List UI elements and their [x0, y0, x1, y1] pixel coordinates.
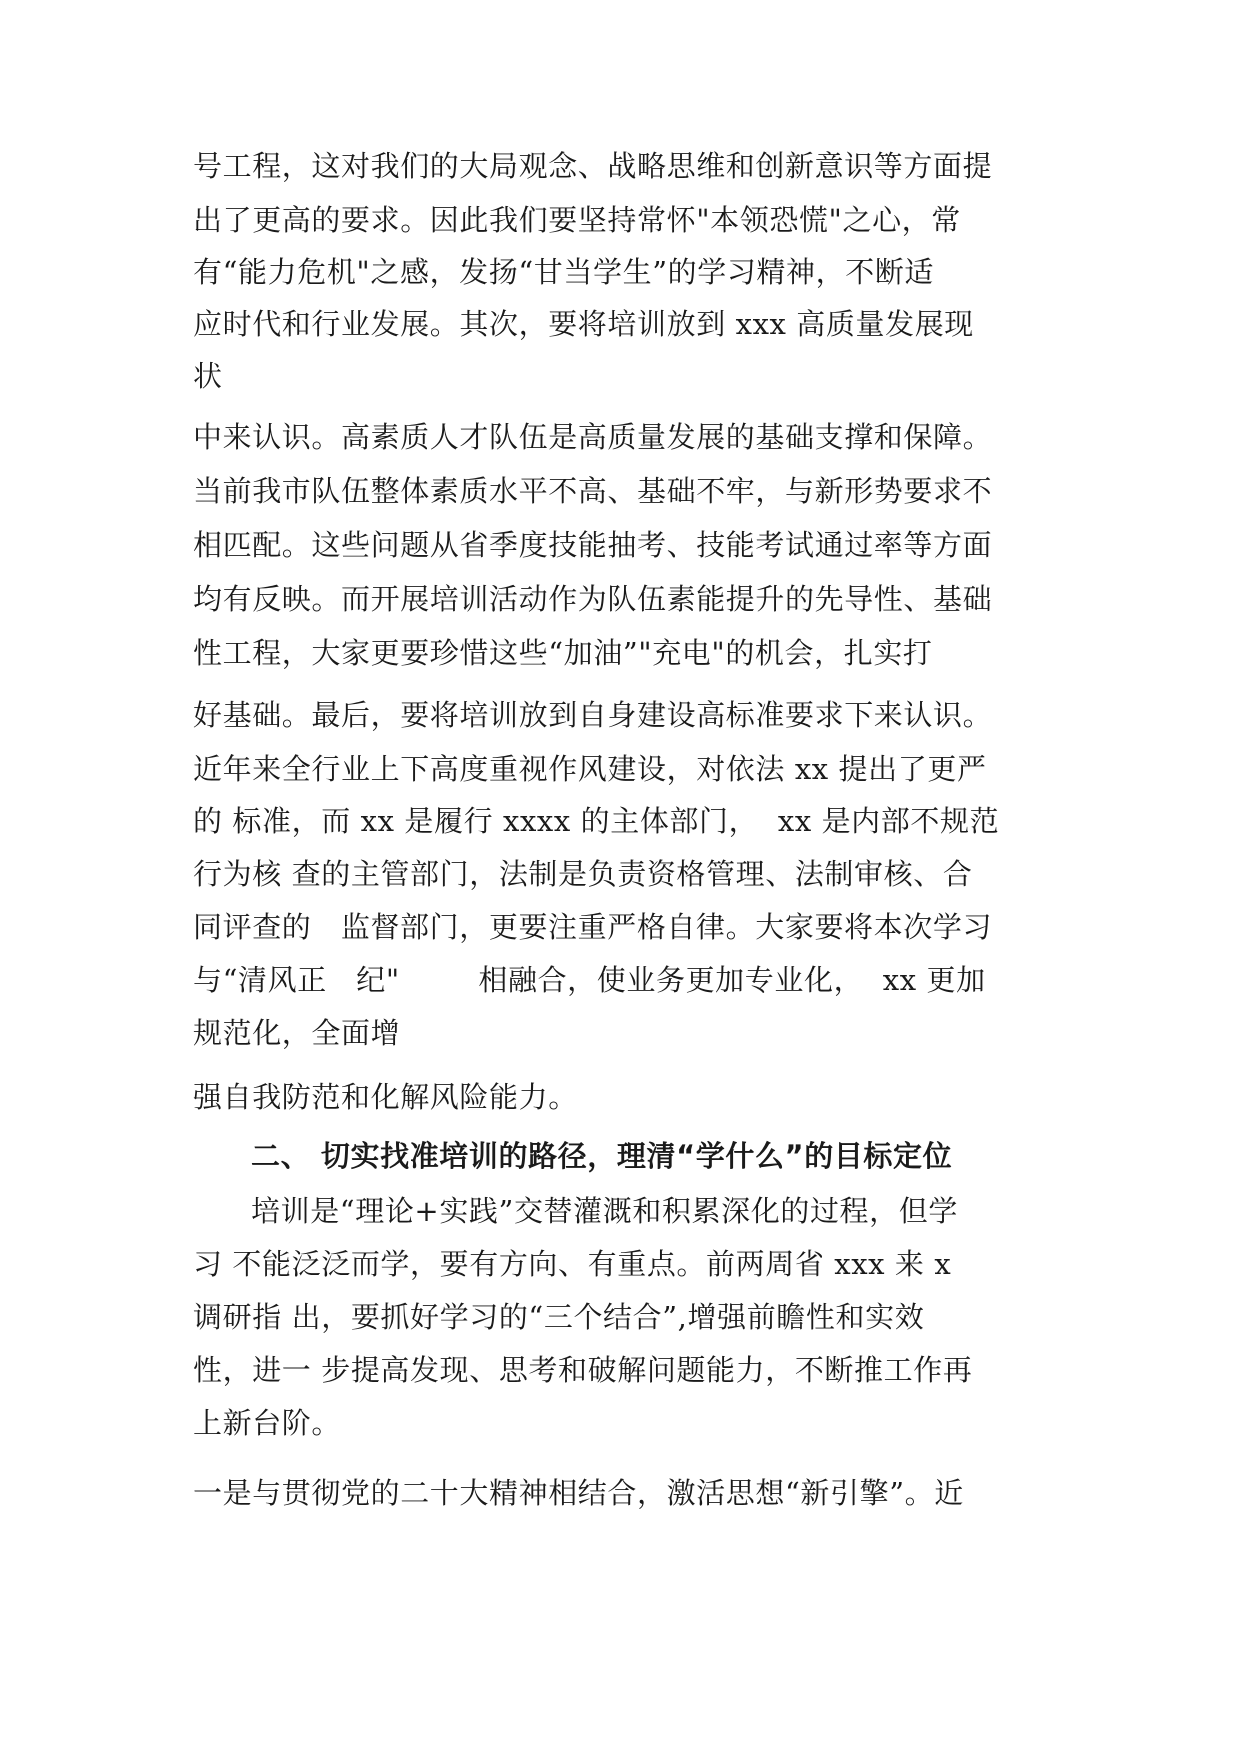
paragraph-line: 培训是“理论+实践”交替灌溉和积累深化的过程，但学: [251, 1194, 958, 1228]
paragraph-line: 应时代和行业发展。其次，要将培训放到 xxx 高质量发展现: [193, 307, 974, 341]
paragraph-line: 出了更高的要求。因此我们要坚持常怀"本领恐慌"之心，常: [193, 203, 961, 237]
paragraph-line: 强自我防范和化解风险能力。: [193, 1080, 578, 1114]
paragraph-line: 相匹配。这些问题从省季度技能抽考、技能考试通过率等方面: [193, 528, 993, 562]
section-heading: 二、 切实找准培训的路径，理清“学什么”的目标定位: [251, 1139, 953, 1173]
paragraph-line: 近年来全行业上下高度重视作风建设，对依法 xx 提出了更严: [193, 752, 987, 786]
paragraph-line: 中来认识。高素质人才队伍是高质量发展的基础支撑和保障。: [193, 420, 993, 454]
paragraph-line: 一是与贯彻党的二十大精神相结合，激活思想“新引擎”。近: [193, 1476, 964, 1510]
paragraph-line: 同评查的 监督部门，更要注重严格自律。大家要将本次学习: [193, 910, 993, 944]
paragraph-line: 习 不能泛泛而学，要有方向、有重点。前两周省 xxx 来 x: [193, 1247, 952, 1281]
paragraph-line: 好基础。最后，要将培训放到自身建设高标准要求下来认识。: [193, 698, 993, 732]
paragraph-line: 性工程，大家更要珍惜这些“加油”"充电"的机会，扎实打: [193, 636, 933, 670]
paragraph-line: 性，进一 步提高发现、思考和破解问题能力，不断推工作再: [193, 1353, 973, 1387]
paragraph-line: 当前我市队伍整体素质水平不高、基础不牢，与新形势要求不: [193, 474, 993, 508]
paragraph-line: 有“能力危机"之感，发扬“甘当学生”的学习精神，不断适: [193, 255, 935, 289]
paragraph-line: 与“清风正 纪" 相融合，使业务更加专业化， xx 更加: [193, 963, 986, 997]
paragraph-line: 号工程，这对我们的大局观念、战略思维和创新意识等方面提: [193, 149, 993, 183]
paragraph-line: 的 标准，而 xx 是履行 xxxx 的主体部门， xx 是内部不规范: [193, 804, 1000, 838]
paragraph-line: 状: [193, 359, 223, 393]
paragraph-line: 调研指 出，要抓好学习的“三个结合”,增强前瞻性和实效: [193, 1300, 925, 1334]
paragraph-line: 上新台阶。: [193, 1406, 342, 1440]
paragraph-line: 均有反映。而开展培训活动作为队伍素能提升的先导性、基础: [193, 582, 993, 616]
paragraph-line: 规范化，全面增: [193, 1016, 401, 1050]
paragraph-line: 行为核 查的主管部门，法制是负责资格管理、法制审核、合: [193, 857, 973, 891]
